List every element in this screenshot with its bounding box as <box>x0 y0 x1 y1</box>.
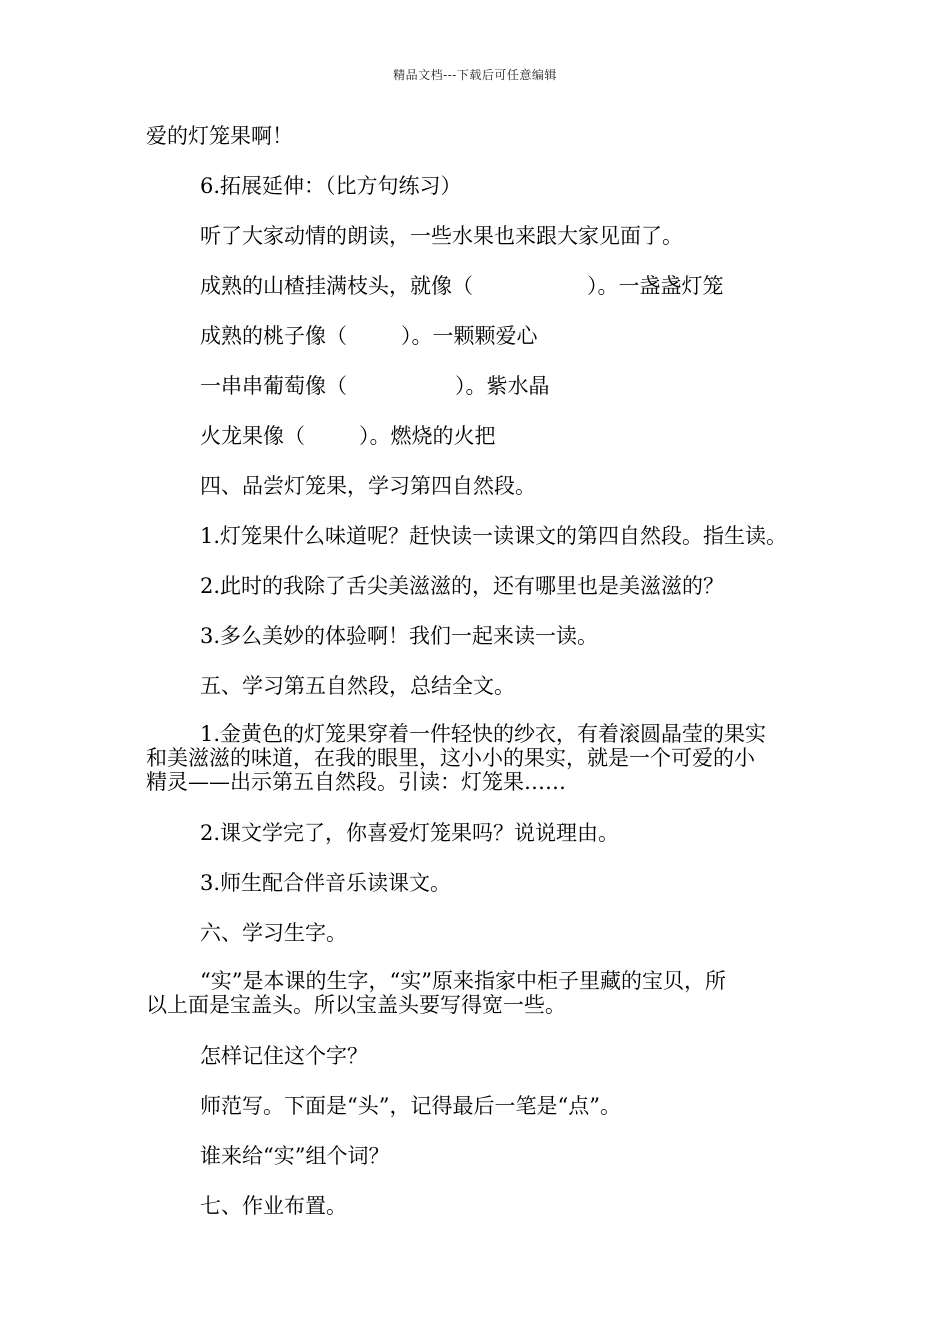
multi-line-paragraph <box>146 969 818 1017</box>
paragraph-line: 1.金黄色的灯笼果穿着一件轻快的纱衣，有着滚圆晶莹的果实 <box>200 722 767 746</box>
section-heading: 六、学习生字。 <box>200 921 347 945</box>
paragraph: 3.多么美妙的体验啊！我们一起来读一读。 <box>200 624 599 648</box>
fill-blank-sentence <box>146 372 818 401</box>
paragraph: 怎样记住这个字？ <box>200 1044 368 1068</box>
fill-blank-sentence <box>146 422 818 451</box>
page-header: 精品文档---下载后可任意编辑 <box>393 68 557 82</box>
sentence-start: 火龙果像（ <box>200 424 305 448</box>
paragraph: 爱的灯笼果啊！ <box>146 124 293 148</box>
sentence-end: ）。紫水晶 <box>455 374 550 398</box>
paragraph-line: 和美滋滋的味道，在我的眼里，这小小的果实，就是一个可爱的小 <box>146 746 755 770</box>
document-body <box>146 122 818 1242</box>
section-heading: 四、品尝灯笼果，学习第四自然段。 <box>200 474 536 498</box>
paragraph: 2.课文学完了，你喜爱灯笼果吗？说说理由。 <box>200 821 620 845</box>
paragraph: 6.拓展延伸：（比方句练习） <box>200 174 462 198</box>
paragraph: 听了大家动情的朗读，一些水果也来跟大家见面了。 <box>200 224 683 248</box>
section-heading: 七、作业布置。 <box>200 1194 347 1218</box>
sentence-start: 一串串葡萄像（ <box>200 374 347 398</box>
sentence-start: 成熟的山楂挂满枝头，就像（ <box>200 274 473 298</box>
paragraph-line: 以上面是宝盖头。所以宝盖头要写得宽一些。 <box>146 993 566 1017</box>
paragraph-line: “实”是本课的生字，“实”原来指家中柜子里藏的宝贝，所 <box>200 969 726 993</box>
paragraph: 师范写。下面是“头”，记得最后一笔是“点”。 <box>200 1094 621 1118</box>
multi-line-paragraph <box>146 722 818 794</box>
fill-blank-sentence <box>146 272 818 301</box>
sentence-end: ）。燃烧的火把 <box>359 424 496 448</box>
sentence-start: 成熟的桃子像（ <box>200 324 347 348</box>
paragraph: 3.师生配合伴音乐读课文。 <box>200 871 452 895</box>
paragraph: 1.灯笼果什么味道呢？赶快读一读课文的第四自然段。指生读。 <box>200 524 788 548</box>
paragraph: 谁来给“实”组个词？ <box>200 1144 390 1168</box>
section-heading: 五、学习第五自然段，总结全文。 <box>200 674 515 698</box>
paragraph-line: 精灵——出示第五自然段。引读：灯笼果…… <box>146 770 566 794</box>
paragraph: 2.此时的我除了舌尖美滋滋的，还有哪里也是美滋滋的？ <box>200 574 725 598</box>
sentence-end: ）。一颗颗爱心 <box>401 324 538 348</box>
sentence-end: ）。一盏盏灯笼 <box>587 274 724 298</box>
fill-blank-sentence <box>146 322 818 351</box>
